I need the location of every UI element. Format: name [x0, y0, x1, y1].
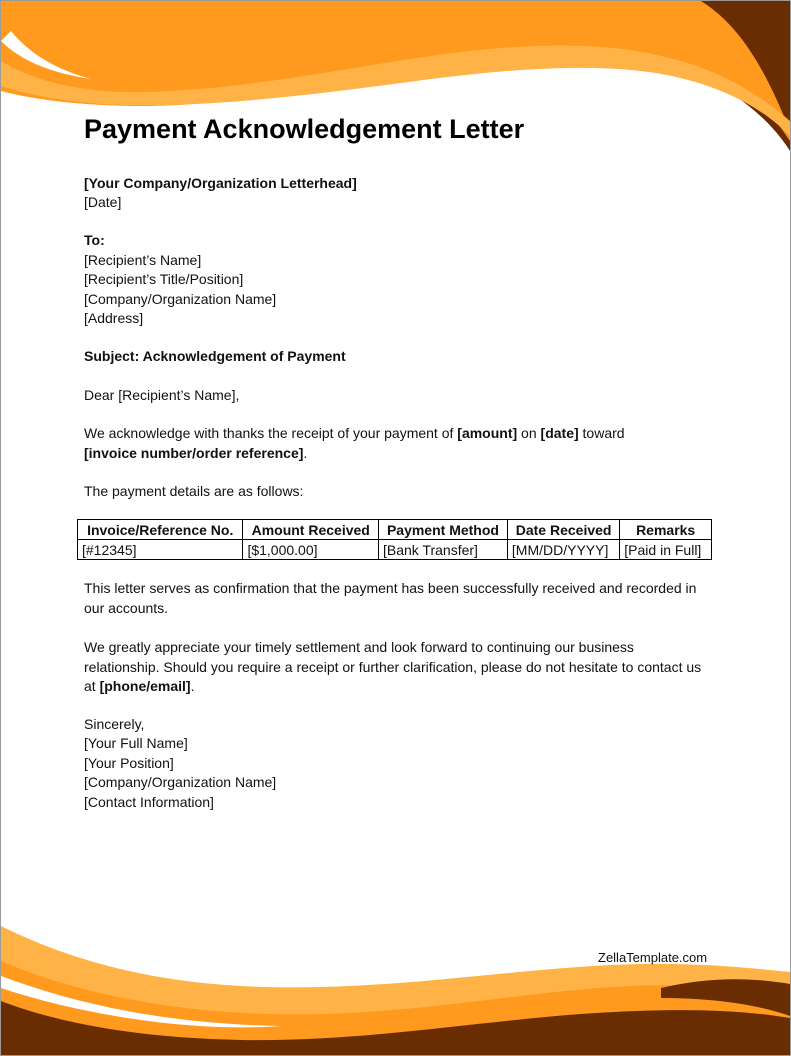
table-cell: [#12345]	[78, 540, 243, 560]
appreciation-paragraph: We greatly appreciate your timely settlement and look forward to continuing our business relationship. Should you require a receipt or further clarification, please do not hesitate to contact us at [phone/email].	[84, 639, 702, 694]
bottom-wave-decoration	[1, 906, 790, 1056]
table-cell: [$1,000.00]	[243, 540, 379, 560]
column-header: Date Received	[507, 520, 619, 540]
table-header-row	[78, 520, 712, 540]
recipient-title: [Recipient’s Title/Position]	[84, 271, 244, 287]
letterhead-placeholder: [Your Company/Organization Letterhead]	[84, 175, 357, 191]
contact-placeholder: [phone/email]	[99, 678, 191, 694]
sign-off: Sincerely,	[84, 716, 145, 732]
table-cell: [Bank Transfer]	[379, 540, 508, 560]
column-header: Amount Received	[243, 520, 379, 540]
date-field-placeholder: [date]	[540, 425, 579, 441]
acknowledgement-paragraph: We acknowledge with thanks the receipt of your payment of [amount] on [date] toward [invoice number/order reference].	[84, 425, 625, 461]
confirmation-paragraph: This letter serves as confirmation that the payment has been successfully received and recorded in our accounts.	[84, 580, 697, 616]
amount-placeholder: [amount]	[457, 425, 518, 441]
subject-line: Subject: Acknowledgement of Payment	[84, 348, 346, 364]
recipient-company: [Company/Organization Name]	[84, 291, 277, 307]
recipient-address: [Address]	[84, 310, 144, 326]
date-placeholder: [Date]	[84, 194, 122, 210]
reference-placeholder: [invoice number/order reference]	[84, 444, 304, 461]
sender-company: [Company/Organization Name]	[84, 774, 277, 790]
payment-details-table	[77, 519, 712, 560]
sender-position: [Your Position]	[84, 755, 174, 771]
page-title: Payment Acknowledgement Letter	[84, 114, 525, 144]
salutation: Dear [Recipient’s Name],	[84, 387, 240, 403]
column-header: Payment Method	[379, 520, 508, 540]
details-intro: The payment details are as follows:	[84, 483, 304, 499]
table-cell: [Paid in Full]	[620, 540, 712, 560]
table-row	[78, 540, 712, 560]
footer-credit: ZellaTemplate.com	[598, 950, 708, 965]
column-header: Remarks	[620, 520, 712, 540]
to-label: To:	[84, 232, 105, 248]
column-header: Invoice/Reference No.	[78, 520, 243, 540]
table-cell: [MM/DD/YYYY]	[507, 540, 619, 560]
sender-contact: [Contact Information]	[84, 794, 214, 810]
sender-name: [Your Full Name]	[84, 735, 188, 751]
recipient-name: [Recipient’s Name]	[84, 252, 202, 268]
